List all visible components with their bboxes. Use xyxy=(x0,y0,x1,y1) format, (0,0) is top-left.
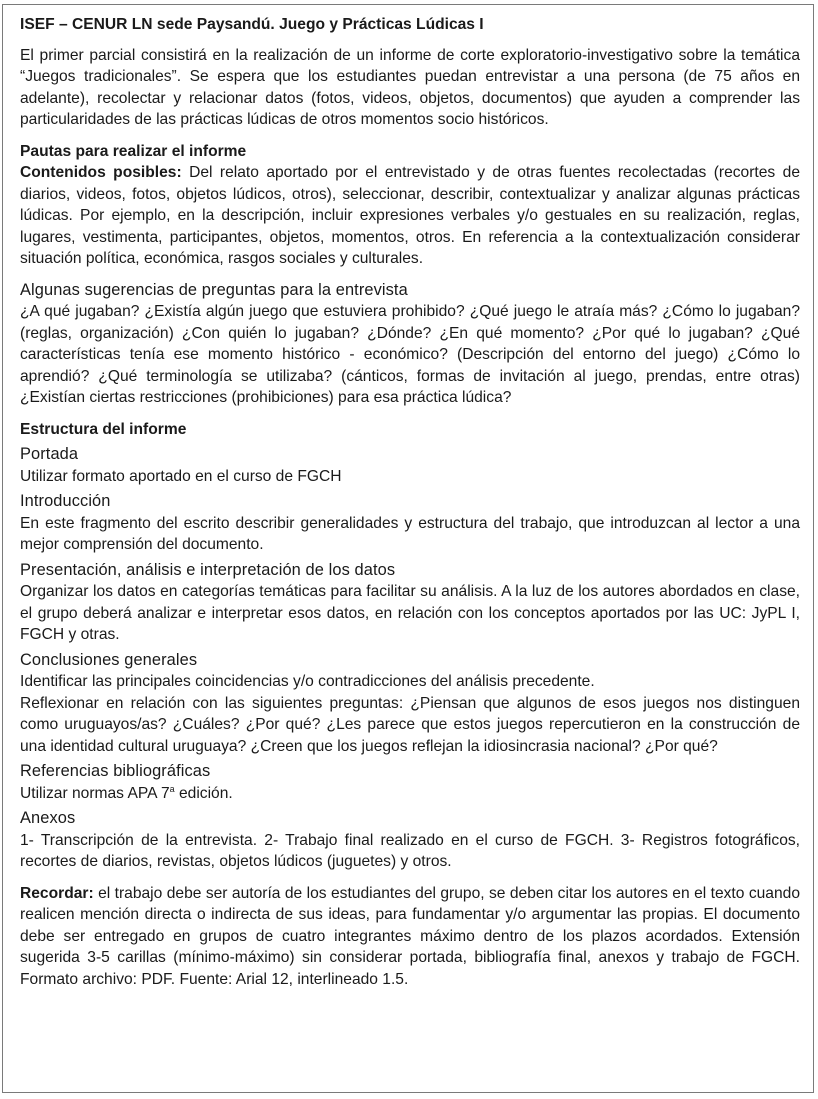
document-body xyxy=(20,14,800,990)
recordar-text: el trabajo debe ser autoría de los estudiantes del grupo, se deben citar los autores en el texto cuando realicen mención directa o indirecta de sus ideas, para fundamentar y/o argumentar las propias. El documento debe ser entregado en grupos de cuatro integrantes máximo dentro de los plazos acordados. Extensión sugerida 3-5 carillas (mínimo-máximo) sin considerar portada, bibliografía final, anexos y trabajo de FGCH. Formato archivo: PDF. Fuente: Arial 12, interlineado 1.5. xyxy=(20,884,800,988)
anexos-text: 1- Transcripción de la entrevista. 2- Trabajo final realizado en el curso de FGCH. 3- Registros fotográficos, recortes de diarios, revistas, objetos lúdicos (juguetes) y otros. xyxy=(20,831,800,870)
referencias-text xyxy=(20,783,800,805)
contenidos-paragraph xyxy=(20,162,800,270)
contenidos-text: Del relato aportado por el entrevistado y de otras fuentes recolectadas (recortes de diarios, videos, fotos, objetos lúdicos, otros), seleccionar, describir, contextualizar y analizar algunas prácticas lúdicas. Por ejemplo, en la descripción, incluir expresiones verbales y/o gestuales en su realización, reglas, lugares, vestimenta, participantes, objetos, momentos, otros. En referencia a la contextualización considerar situación política, económica, rasgos sociales y culturales. xyxy=(20,164,800,267)
pautas-heading: Pautas para realizar el informe xyxy=(20,142,247,160)
recordar-paragraph xyxy=(20,883,800,991)
preguntas-heading: Algunas sugerencias de preguntas para la entrevista xyxy=(20,280,408,299)
document-title: ISEF – CENUR LN sede Paysandú. Juego y Prácticas Lúdicas I xyxy=(20,16,484,33)
referencias-superscript: a xyxy=(169,783,175,794)
portada-heading: Portada xyxy=(20,445,79,463)
referencias-heading: Referencias bibliográficas xyxy=(20,762,211,780)
portada-text: Utilizar formato aportado en el curso de FGCH xyxy=(20,467,342,485)
presentacion-text: Organizar los datos en categorías temáticas para facilitar su análisis. A la luz de los autores abordados en clase, el grupo deberá analizar e interpretar esos datos, en relación con los conceptos aportados por las UC: JyPL I, FGCH y otras. xyxy=(20,583,800,643)
introduccion-text: En este fragmento del escrito describir generalidades y estructura del trabajo, que introduzcan al lector a una mejor comprensión del documento. xyxy=(20,514,800,553)
anexos-heading: Anexos xyxy=(20,809,76,827)
estructura-heading: Estructura del informe xyxy=(20,420,187,438)
referencias-text-before: Utilizar normas APA 7 xyxy=(20,784,170,802)
conclusiones-heading: Conclusiones generales xyxy=(20,650,198,669)
recordar-label: Recordar: xyxy=(20,884,94,902)
contenidos-label: Contenidos posibles: xyxy=(20,164,182,181)
preguntas-paragraph: ¿A qué jugaban? ¿Existía algún juego que estuviera prohibido? ¿Qué juego le atraía más? ¿Cómo lo jugaban? (reglas, organización) ¿Con quién lo jugaban? ¿Dónde? ¿En qué momento? ¿Por qué lo jugaban? ¿Qué características tenía ese momento histórico - económico? (Descripción del entorno del juego) ¿Cómo lo aprendió? ¿Qué terminología se utilizaba? (cánticos, formas de invitación al juego, prendas, entre otras) ¿Existían ciertas restricciones (prohibiciones) para esa práctica lúdica? xyxy=(20,303,800,406)
conclusiones-text-2: Reflexionar en relación con las siguientes preguntas: ¿Piensan que algunos de esos juegos nos distinguen como uruguayos/as? ¿Cuáles? ¿Por qué? ¿Les parece que estos juegos repercutieron en la construcción de una identidad cultural uruguaya? ¿Creen que los juegos reflejan la idiosincrasia nacional? ¿Por qué? xyxy=(20,694,800,755)
conclusiones-text-1: Identificar las principales coincidencias y/o contradicciones del análisis precedente. xyxy=(20,673,595,690)
referencias-text-after: edición. xyxy=(174,784,233,802)
presentacion-heading: Presentación, análisis e interpretación de los datos xyxy=(20,560,396,579)
intro-paragraph: El primer parcial consistirá en la realización de un informe de corte exploratorio-investigativo sobre la temática “Juegos tradicionales”. Se espera que los estudiantes puedan entrevistar a una persona (de 75 años en adelante), recolectar y relacionar datos (fotos, videos, objetos, documentos) que ayuden a comprender las particularidades de las prácticas lúdicas de otros momentos socio históricos. xyxy=(20,46,800,128)
introduccion-heading: Introducción xyxy=(20,492,111,510)
